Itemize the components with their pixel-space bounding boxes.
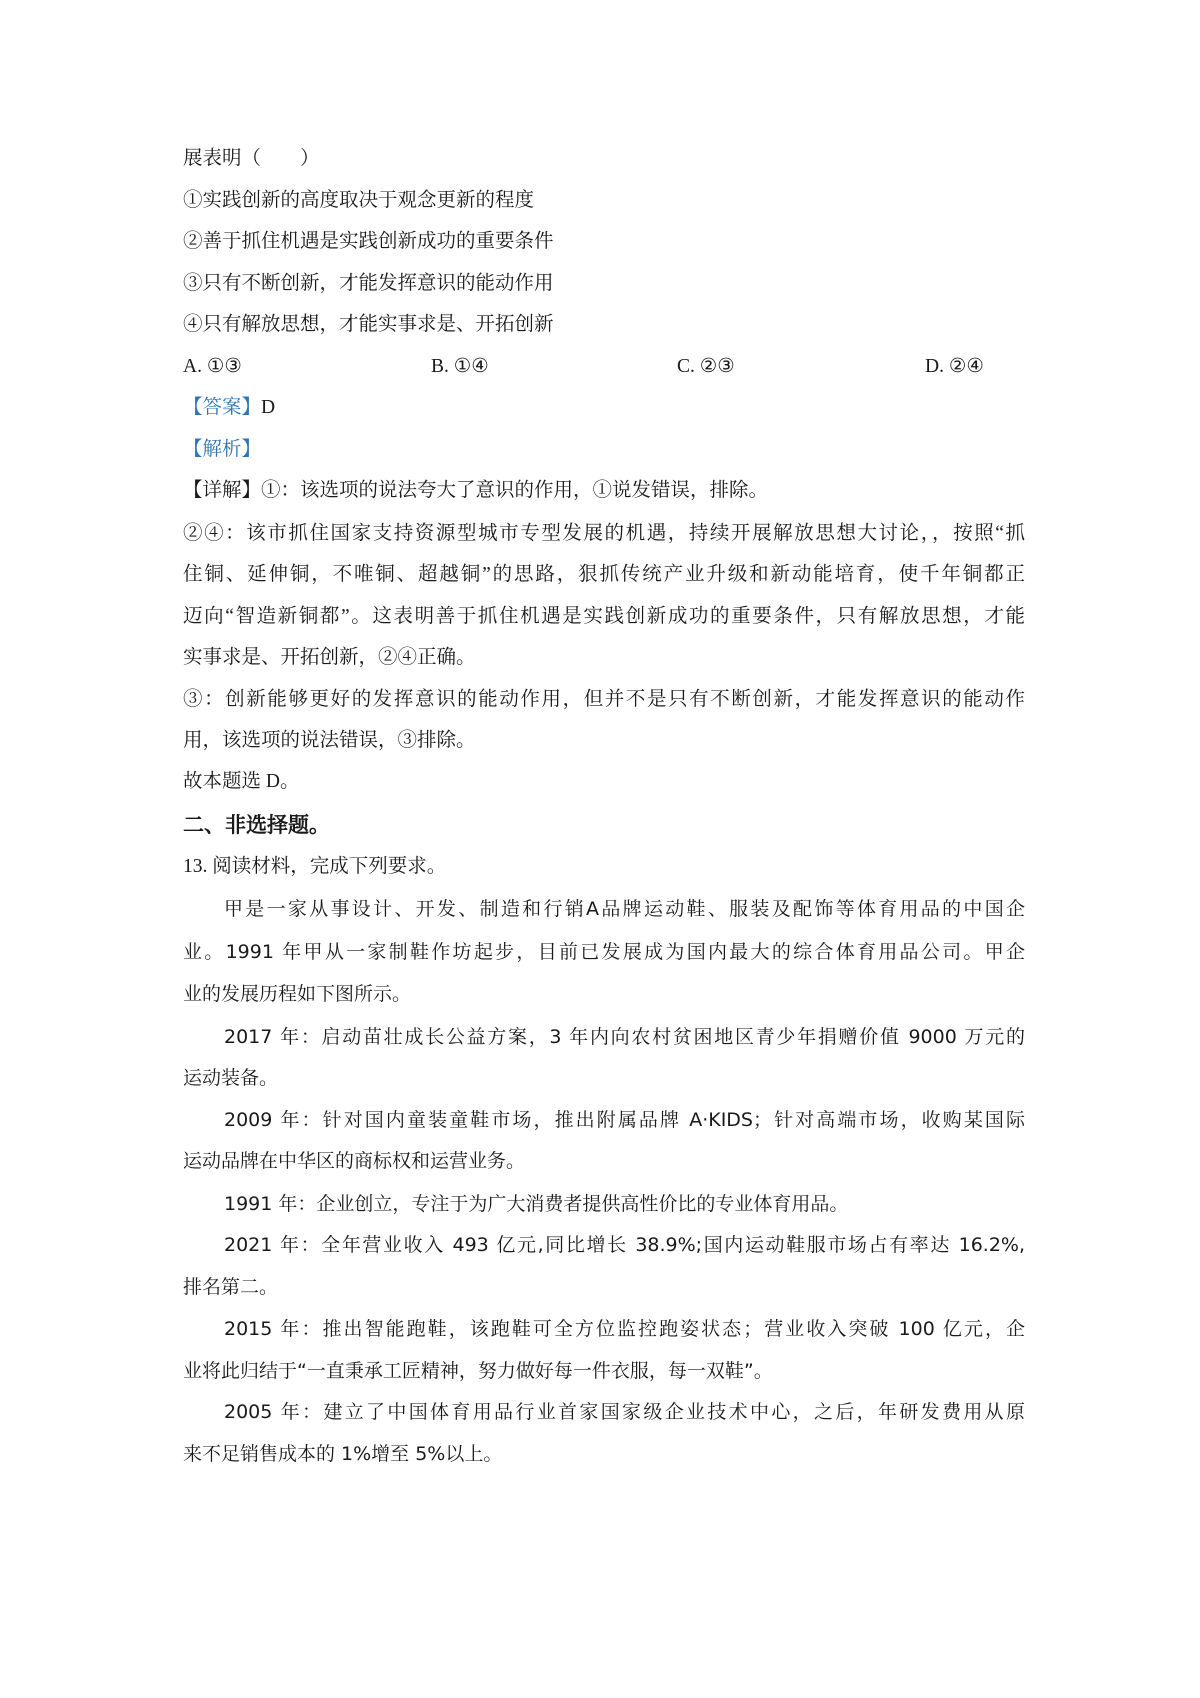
material-line-13: 2005 年：建立了中国体育用品行业首家国家级企业技术中心，之后，年研发费用从原 [224, 1401, 1025, 1423]
material-line-6: 2009 年：针对国内童装童鞋市场，推出附属品牌 A·KIDS；针对高端市场，收购某国际 [224, 1109, 1025, 1131]
material-line-11: 2015 年：推出智能跑鞋，该跑鞋可全方位监控跑姿状态；营业收入突破 100 亿元，企 [224, 1318, 1025, 1340]
material-line-7: 运动品牌在中华区的商标权和运营业务。 [183, 1150, 526, 1172]
answer-value: D [261, 397, 276, 418]
statement-4: ④只有解放思想，才能实事求是、开拓创新 [183, 314, 554, 335]
detail-text: ①：该选项的说法夸大了意识的作用，①说发错误，排除。 [261, 480, 769, 501]
statement-2: ②善于抓住机遇是实践创新成功的重要条件 [183, 231, 554, 252]
option-c: C. ②③ [677, 356, 735, 377]
material-line-3: 业的发展历程如下图所示。 [183, 983, 412, 1005]
statement-1: ①实践创新的高度取决于观念更新的程度 [183, 190, 535, 211]
option-b: B. ①④ [431, 356, 489, 377]
detail-tag: 【详解】 [183, 480, 262, 501]
detail-line-2: ②④：该市抓住国家支持资源型城市专型发展的机遇，持续开展解放思想大讨论，，按照“抓 [183, 523, 1025, 544]
answer-tag: 【答案】 [183, 397, 262, 418]
detail-line-5: 实事求是、开拓创新，②④正确。 [183, 647, 476, 668]
detail-conclusion: 故本题选 D。 [183, 771, 300, 792]
detail-line-7: 用，该选项的说法错误，③排除。 [183, 730, 476, 751]
material-line-14: 来不足销售成本的 1%增至 5%以上。 [183, 1443, 503, 1465]
material-line-4: 2017 年：启动苗壮成长公益方案，3 年内向农村贫困地区青少年捐赠价值 9000 万元的 [224, 1026, 1025, 1048]
material-line-8: 1991 年：企业创立，专注于为广大消费者提供高性价比的专业体育用品。 [224, 1193, 849, 1215]
material-line-1: 甲是一家从事设计、开发、制造和行销A品牌运动鞋、服装及配饰等体育用品的中国企 [224, 898, 1025, 920]
material-line-12: 业将此归结于“一直秉承工匠精神，努力做好每一件衣服，每一双鞋”。 [183, 1360, 773, 1382]
section-heading: 二、非选择题。 [183, 813, 330, 837]
statement-3: ③只有不断创新，才能发挥意识的能动作用 [183, 273, 554, 294]
question-stem: 展表明（ ） [183, 148, 320, 169]
detail-line-3: 住铜、延伸铜，不唯铜、超越铜”的思路，狠抓传统产业升级和新动能培育，使千年铜都正 [183, 564, 1025, 585]
detail-line-6: ③：创新能够更好的发挥意识的能动作用，但并不是只有不断创新，才能发挥意识的能动作 [183, 689, 1025, 710]
answer-line [183, 393, 1025, 423]
detail-line-4: 迈向“智造新铜都”。这表明善于抓住机遇是实践创新成功的重要条件，只有解放思想，才能 [183, 606, 1025, 627]
material-line-9: 2021 年：全年营业收入 493 亿元,同比增长 38.9%;国内运动鞋服市场占有率达 16.2%, [224, 1234, 1025, 1256]
option-a: A. ①③ [183, 356, 242, 377]
analysis-tag: 【解析】 [183, 439, 262, 460]
q13-prompt: 13. 阅读材料，完成下列要求。 [183, 856, 447, 877]
material-line-5: 运动装备。 [183, 1067, 279, 1089]
option-d: D. ②④ [925, 356, 984, 377]
detail-line-1 [183, 476, 1025, 506]
material-line-2: 业。1991 年甲从一家制鞋作坊起步，目前已发展成为国内最大的综合体育用品公司。甲企 [183, 941, 1025, 963]
material-line-10: 排名第二。 [183, 1276, 279, 1298]
